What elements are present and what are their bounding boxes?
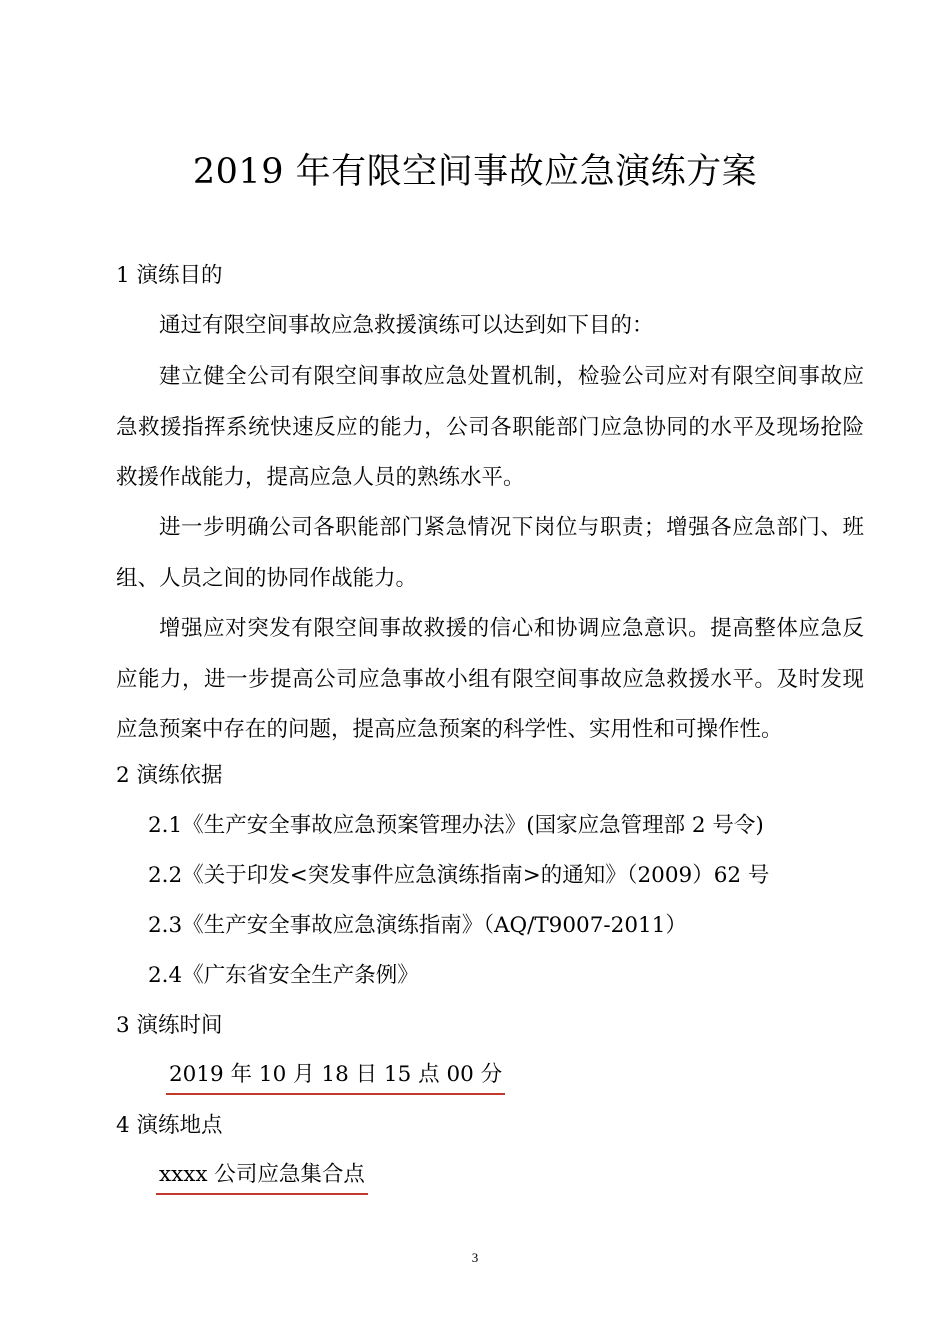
reference-item: 2.4《广东省安全生产条例》 — [148, 963, 419, 988]
section-4-heading: 4 演练地点 — [116, 1113, 223, 1138]
section-1-paragraph-2: 进一步明确公司各职能部门紧急情况下岗位与职责；增强各应急部门、班组、人员之间的协同作战能力。 — [116, 515, 864, 591]
reference-item: 2.3《生产安全事故应急演练指南》（AQ/T9007-2011） — [148, 913, 687, 938]
reference-item: 2.2《关于印发<突发事件应急演练指南>的通知》（2009）62 号 — [148, 863, 770, 888]
section-1-paragraph-3: 增强应对突发有限空间事故救援的信心和协调应急意识。提高整体应急反应能力，进一步提高公司应急事故小组有限空间事故应急救援水平。及时发现应急预案中存在的问题，提高应急预案的科学性、实用性和可操作性。 — [116, 616, 864, 742]
page-number: 3 — [471, 1250, 479, 1265]
reference-item: 2.1《生产安全事故应急预案管理办法》(国家应急管理部 2 号令) — [148, 813, 764, 838]
section-3-heading: 3 演练时间 — [116, 1013, 223, 1038]
section-1-paragraph-1: 建立健全公司有限空间事故应急处置机制，检验公司应对有限空间事故应急救援指挥系统快速反应的能力，公司各职能部门应急协同的水平及现场抢险救援作战能力，提高应急人员的熟练水平。 — [116, 364, 864, 490]
section-1-intro: 通过有限空间事故应急救援演练可以达到如下目的： — [159, 313, 654, 338]
drill-location-value: xxxx 公司应急集合点 — [156, 1159, 368, 1195]
section-2-heading: 2 演练依据 — [116, 763, 223, 788]
document-title: 2019 年有限空间事故应急演练方案 — [192, 152, 758, 192]
section-1-heading: 1 演练目的 — [116, 263, 223, 288]
drill-time-value: 2019 年 10 月 18 日 15 点 00 分 — [166, 1059, 505, 1095]
